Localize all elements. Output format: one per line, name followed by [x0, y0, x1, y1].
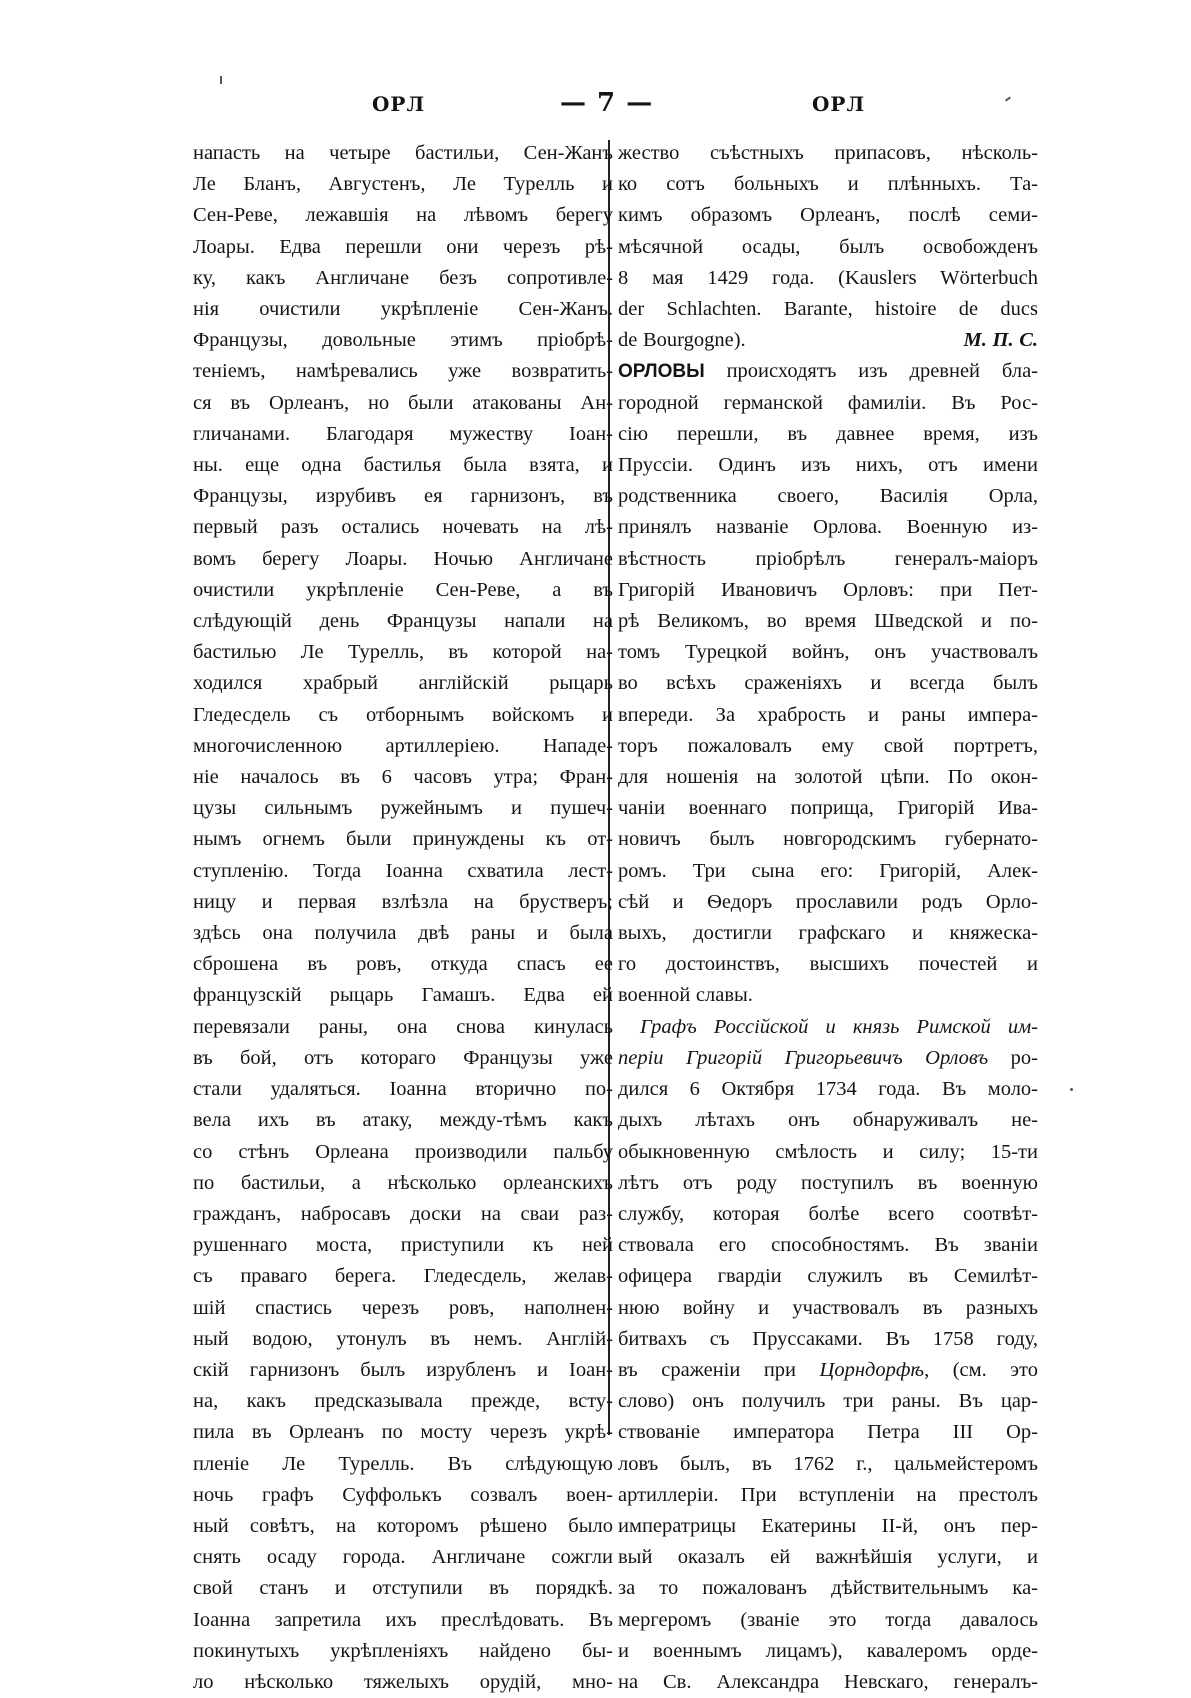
text-line: нымъ огнемъ были принуждены къ от-: [193, 828, 613, 851]
text-line: съ праваго берега. Гледесдель, желав-: [193, 1265, 613, 1288]
text-line: впереди. За храбрость и раны импера-: [618, 703, 1038, 726]
text-line: ступленію. Тогда Іоанна схватила лест-: [193, 859, 613, 882]
text-line: бастилью Ле Турелль, въ которой на-: [193, 641, 613, 664]
text-line: Французы, изрубивъ ея гарнизонъ, въ: [193, 485, 613, 508]
text-line: томъ Турецкой войнъ, онъ участвовалъ: [618, 641, 1038, 664]
text-line: Сен-Реве, лежавшія на лѣвомъ берегу: [193, 204, 613, 227]
text-line: жество съѣстныхъ припасовъ, нѣсколь-: [618, 142, 1038, 164]
person-name: періи Григорій Григорьевичъ Орловъ: [618, 1046, 989, 1069]
text-line: го достоинствъ, высшихъ почестей и: [618, 953, 1038, 976]
text-line: чаніи военнаго поприща, Григорій Ива-: [618, 797, 1038, 820]
place-name: Цорндорфѣ: [819, 1358, 925, 1381]
text-line: Григорій Ивановичъ Орловъ: при Пет-: [618, 578, 1038, 601]
text-line: вый оказалъ ей важнѣйшія услуги, и: [618, 1546, 1038, 1569]
text-line: торъ пожаловалъ ему свой портретъ,: [618, 734, 1038, 757]
text-line: вомъ берегу Лоары. Ночью Англичане: [193, 547, 613, 570]
text-line-content: происходятъ изъ древней бла-: [704, 360, 1038, 383]
text-line: Гледесдель съ отборнымъ войскомъ и: [193, 703, 613, 726]
text-line: и военнымъ лицамъ), кавалеромъ орде-: [618, 1639, 1038, 1662]
text-line: ловъ былъ, въ 1762 г., цальмейстеромъ: [618, 1452, 1038, 1475]
text-line: военной славы.: [618, 984, 753, 1007]
text-line: нюю войну и участвовалъ въ разныхъ: [618, 1296, 1038, 1319]
text-line-content: въ сраженіи при: [618, 1358, 820, 1381]
right-column: [618, 138, 1038, 1698]
text-line: первый разъ остались ночевать на лѣ-: [193, 516, 613, 539]
running-header: [0, 88, 1191, 128]
text-line: ный водою, утонулъ въ немъ. Англій-: [193, 1327, 613, 1350]
text-line: Ле Бланъ, Августенъ, Ле Турелль и: [193, 173, 613, 196]
text-line-content: de Bourgogne).: [618, 329, 746, 352]
text-line: [618, 1355, 1038, 1386]
left-column: [193, 138, 613, 1698]
text-line: Пруссіи. Одинъ изъ нихъ, отъ имени: [618, 454, 1038, 477]
text-line: новичъ былъ новгородскимъ губернато-: [618, 828, 1038, 851]
text-line: ромъ. Три сына его: Григорій, Алек-: [618, 859, 1038, 882]
text-line: шій спастись черезъ ровъ, наполнен-: [193, 1296, 613, 1319]
text-line: ны. еще одна бастилья была взята, и: [193, 454, 613, 477]
text-line: ло нѣсколько тяжелыхъ орудій, мно-: [193, 1670, 613, 1693]
scan-speck: [220, 76, 222, 84]
text-line: битвахъ съ Пруссаками. Въ 1758 году,: [618, 1327, 1038, 1350]
text-line: Іоанна запретила ихъ преслѣдовать. Въ: [193, 1608, 613, 1631]
text-line: напасть на четыре бастильи, Сен-Жанъ: [193, 142, 613, 164]
text-line: ствовала его способностямъ. Въ званіи: [618, 1234, 1038, 1257]
text-line: ніе началось въ 6 часовъ утра; Фран-: [193, 766, 613, 789]
text-line: слѣдующій день Французы напали на: [193, 610, 613, 633]
text-line: рушеннаго моста, приступили къ ней: [193, 1234, 613, 1257]
text-line: для ношенія на золотой цѣпи. По окон-: [618, 766, 1038, 789]
text-line: пленіе Ле Турелль. Въ слѣдующую: [193, 1452, 613, 1475]
text-line: на, какъ предсказывала прежде, всту-: [193, 1390, 613, 1413]
text-line: ствованіе императора Петра III Ор-: [618, 1421, 1038, 1444]
text-line: свой станъ и отступили въ порядкѣ.: [193, 1577, 613, 1600]
text-line: выхъ, достигли графскаго и княжеска-: [618, 922, 1038, 945]
entry-headword: ОРЛОВЫ: [618, 361, 705, 383]
text-line: Лоары. Едва перешли они черезъ рѣ-: [193, 235, 613, 258]
text-line: принялъ названіе Орлова. Военную из-: [618, 516, 1038, 539]
text-line: артиллеріи. При вступленіи на престолъ: [618, 1483, 1038, 1506]
text-line: въ бой, отъ котораго Французы уже: [193, 1046, 613, 1069]
text-line: дыхъ лѣтахъ онъ обнаруживалъ не-: [618, 1109, 1038, 1132]
text-line-content: , (см. это: [924, 1358, 1038, 1381]
text-line: стали удаляться. Іоанна вторично по-: [193, 1078, 613, 1101]
text-line: гражданъ, набросавъ доски на сваи раз-: [193, 1202, 613, 1225]
text-line: 8 мая 1429 года. (Kauslers Wörterbuch: [618, 266, 1038, 289]
text-line: французскій рыцарь Гамашъ. Едва ей: [193, 984, 613, 1007]
text-line: городной германской фамиліи. Въ Рос-: [618, 391, 1038, 414]
text-line: лѣтъ отъ роду поступилъ въ военную: [618, 1171, 1038, 1194]
text-line: сброшена въ ровъ, откуда спасъ ее: [193, 953, 613, 976]
text-line: вела ихъ въ атаку, между-тѣмъ какъ: [193, 1109, 613, 1132]
header-right-word: ОРЛ: [812, 92, 866, 116]
text-line: скій гарнизонъ былъ изрубленъ и Іоан-: [193, 1358, 613, 1381]
text-line: ночь графъ Суффолькъ созвалъ воен-: [193, 1483, 613, 1506]
text-line: очистили укрѣпленіе Сен-Реве, а въ: [193, 578, 613, 601]
text-line: пила въ Орлеанъ по мосту черезъ укрѣ-: [193, 1421, 613, 1444]
text-line: ку, какъ Англичане безъ сопротивле-: [193, 266, 613, 289]
page-number: — 7 —: [560, 88, 654, 118]
text-line: за то пожалованъ дѣйствительнымъ ка-: [618, 1577, 1038, 1600]
text-line: Графъ Россійской и князь Римской им-: [640, 1015, 1038, 1038]
text-line: теніемъ, намѣревались уже возвратить-: [193, 360, 613, 383]
text-line: здѣсь она получила двѣ раны и была: [193, 922, 613, 945]
text-line: многочисленною артиллеріею. Нападе-: [193, 734, 613, 757]
text-line: Французы, довольные этимъ пріобрѣ-: [193, 329, 613, 352]
scan-speck: [1070, 1088, 1073, 1091]
text-line: родственника своего, Василія Орла,: [618, 485, 1038, 508]
text-line: сѣй и Ѳедоръ прославили родъ Орло-: [618, 890, 1038, 913]
text-line: ходился храбрый англійскій рыцарь: [193, 672, 613, 695]
text-line: ницу и первая взлѣзла на брустверъ;: [193, 890, 613, 913]
text-line: снять осаду города. Англичане сожгли: [193, 1546, 613, 1569]
text-line: der Schlachten. Barante, histoire de ducs: [618, 298, 1038, 321]
text-line: перевязали раны, она снова кинулась: [193, 1015, 613, 1038]
text-line: по бастильи, а нѣсколько орлеанскихъ: [193, 1171, 613, 1194]
author-signature: М. П. С.: [963, 329, 1038, 352]
text-line: императрицы Екатерины II-й, онъ пер-: [618, 1514, 1038, 1537]
text-line: ко сотъ больныхъ и плѣнныхъ. Та-: [618, 173, 1038, 196]
text-line: со стѣнъ Орлеана производили пальбу: [193, 1140, 613, 1163]
text-line: офицера гвардіи служилъ въ Семилѣт-: [618, 1265, 1038, 1288]
text-line: цузы сильнымъ ружейнымъ и пушеч-: [193, 797, 613, 820]
text-line: рѣ Великомъ, во время Шведской и по-: [618, 610, 1038, 633]
text-line: сію перешли, въ давнее время, изъ: [618, 422, 1038, 445]
text-line: слово) онъ получилъ три раны. Въ цар-: [618, 1390, 1038, 1413]
text-line: вѣстность пріобрѣлъ генералъ-маіоръ: [618, 547, 1038, 570]
text-line: ный совѣтъ, на которомъ рѣшено было: [193, 1514, 613, 1537]
text-line: мѣсячной осады, былъ освобожденъ: [618, 235, 1038, 258]
text-line: гличанами. Благодаря мужеству Іоан-: [193, 422, 613, 445]
text-line: кимъ образомъ Орлеанъ, послѣ семи-: [618, 204, 1038, 227]
text-line: [618, 1043, 1038, 1074]
text-line: [618, 325, 1038, 356]
text-line: [618, 356, 1038, 387]
text-line: во всѣхъ сраженіяхъ и всегда былъ: [618, 672, 1038, 695]
text-line: ся въ Орлеанъ, но были атакованы Ан-: [193, 391, 613, 414]
text-line: покинутыхъ укрѣпленіяхъ найдено бы-: [193, 1639, 613, 1662]
text-line: службу, которая болѣе всего соотвѣт-: [618, 1202, 1038, 1225]
text-line: мергеромъ (званіе это тогда давалось: [618, 1608, 1038, 1631]
text-line: нія очистили укрѣпленіе Сен-Жанъ.: [193, 298, 613, 321]
header-left-word: ОРЛ: [372, 92, 426, 116]
text-line: на Св. Александра Невскаго, генералъ-: [618, 1670, 1038, 1693]
text-line-content: ро-: [988, 1046, 1038, 1069]
text-line: обыкновенную смѣлость и силу; 15-ти: [618, 1140, 1038, 1163]
text-line: дился 6 Октября 1734 года. Въ моло-: [618, 1078, 1038, 1101]
